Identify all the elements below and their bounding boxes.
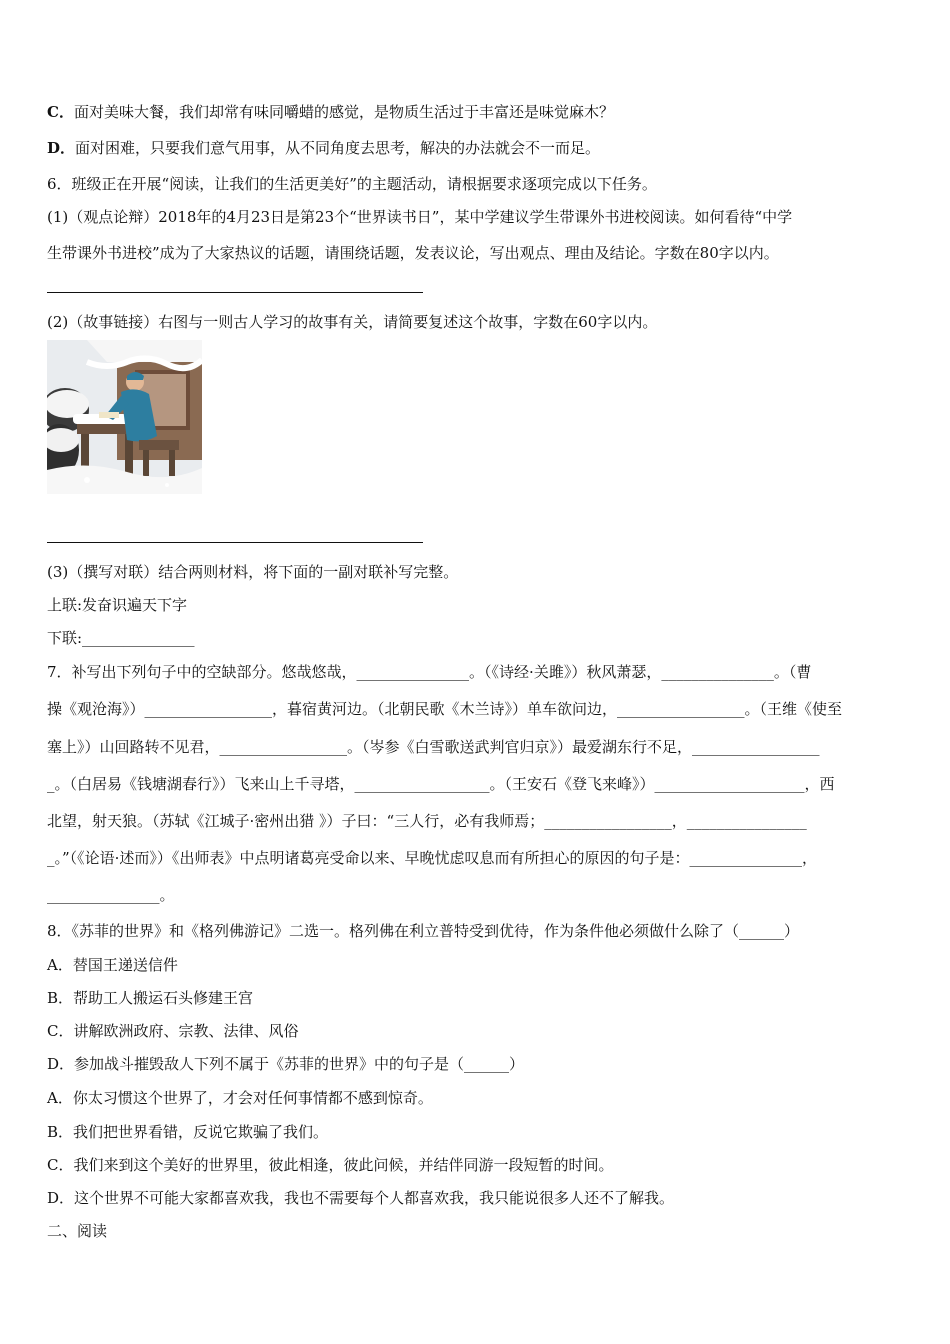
q6-part1-line1: (1)（观点论辩）2018年的4月23日是第23个“世界读书日”，某中学建议学生带课外书进校阅读。如何看待“中学	[47, 208, 793, 226]
option-letter: C．	[47, 103, 74, 121]
q6-stem: 6．班级正在开展“阅读，让我们的生活更美好”的主题活动，请根据要求逐项完成以下任务。	[47, 175, 657, 193]
snow-study-illustration	[47, 340, 202, 494]
answer-line[interactable]	[47, 542, 423, 543]
q8-sub-option-b: B．我们把世界看错，反说它欺骗了我们。	[47, 1123, 329, 1141]
q8-sub-option-d: D．这个世界不可能大家都喜欢我，我也不需要每个人都喜欢我，我只能说很多人还不了解我。	[47, 1189, 675, 1207]
couplet-upper: 上联:发奋识遍天下字	[47, 596, 188, 614]
couplet-lower[interactable]: 下联:_______________	[47, 629, 195, 647]
q8-sub-option-a: A．你太习惯这个世界了，才会对任何事情都不感到惊奇。	[47, 1089, 433, 1107]
q6-part3: (3)（撰写对联）结合两则材料，将下面的一副对联补写完整。	[47, 563, 459, 581]
section-title: 二、阅读	[47, 1222, 108, 1240]
q7-line1: 7．补写出下列句子中的空缺部分。悠哉悠哉，_______________。（《诗经·关雎》）秋风萧瑟，_______________。（曹	[47, 663, 812, 681]
option-letter: D．	[47, 139, 76, 157]
q5-option-d	[47, 137, 907, 159]
story-illustration	[47, 340, 202, 494]
option-text: 面对困难，只要我们意气用事，从不同角度去思考，解决的办法就会不一而足。	[75, 139, 601, 157]
q6-part2: (2)（故事链接）右图与一则古人学习的故事有关，请简要复述这个故事，字数在60字以内。	[47, 313, 658, 331]
q8-option-c: C．讲解欧洲政府、宗教、法律、风俗	[47, 1022, 299, 1040]
q5-option-c	[47, 101, 907, 123]
q6-part1-line2: 生带课外书进校”成为了大家热议的话题，请围绕话题，发表议论，写出观点、理由及结论。字数在80字以内。	[47, 244, 779, 262]
option-text: 面对美味大餐，我们却常有味同嚼蜡的感觉，是物质生活过于丰富还是味觉麻木？	[73, 103, 614, 121]
q8-stem: 8．《苏菲的世界》和《格列佛游记》二选一。格列佛在利立普特受到优待，作为条件他必须做什么除了（______）	[47, 922, 800, 940]
q7-line3: 塞上》）山回路转不见君，_________________。（岑参《白雪歌送武判官归京》）最爱湖东行不足，_________________	[47, 738, 820, 756]
q8-sub-option-c: C．我们来到这个美好的世界里，彼此相逢，彼此问候，并结伴同游一段短暂的时间。	[47, 1156, 614, 1174]
q8-option-d: D．参加战斗摧毁敌人下列不属于《苏菲的世界》中的句子是（______）	[47, 1055, 525, 1073]
q7-line2: 操《观沧海》）_________________，暮宿黄河边。（北朝民歌《木兰诗》）单车欲问边，_________________。（王维《使至	[47, 700, 843, 718]
q7-line4: _。（白居易《钱塘湖春行》）飞来山上千寻塔，__________________。（王安石《登飞来峰》）____________________，西	[47, 775, 835, 793]
q7-line6: _。”（《论语·述而》）《出师表》中点明诸葛亮受命以来、早晚忧虑叹息而有所担心的原因的句子是：_______________，	[47, 849, 817, 867]
answer-line[interactable]	[47, 292, 423, 293]
q8-option-b: B．帮助工人搬运石头修建王宫	[47, 989, 254, 1007]
q7-line7: _______________。	[47, 886, 175, 904]
q8-option-a: A．替国王递送信件	[47, 956, 178, 974]
q7-line5: 北望，射天狼。（苏轼《江城子·密州出猎 》）子曰：“三人行，必有我师焉；_________________，________________	[47, 812, 807, 830]
